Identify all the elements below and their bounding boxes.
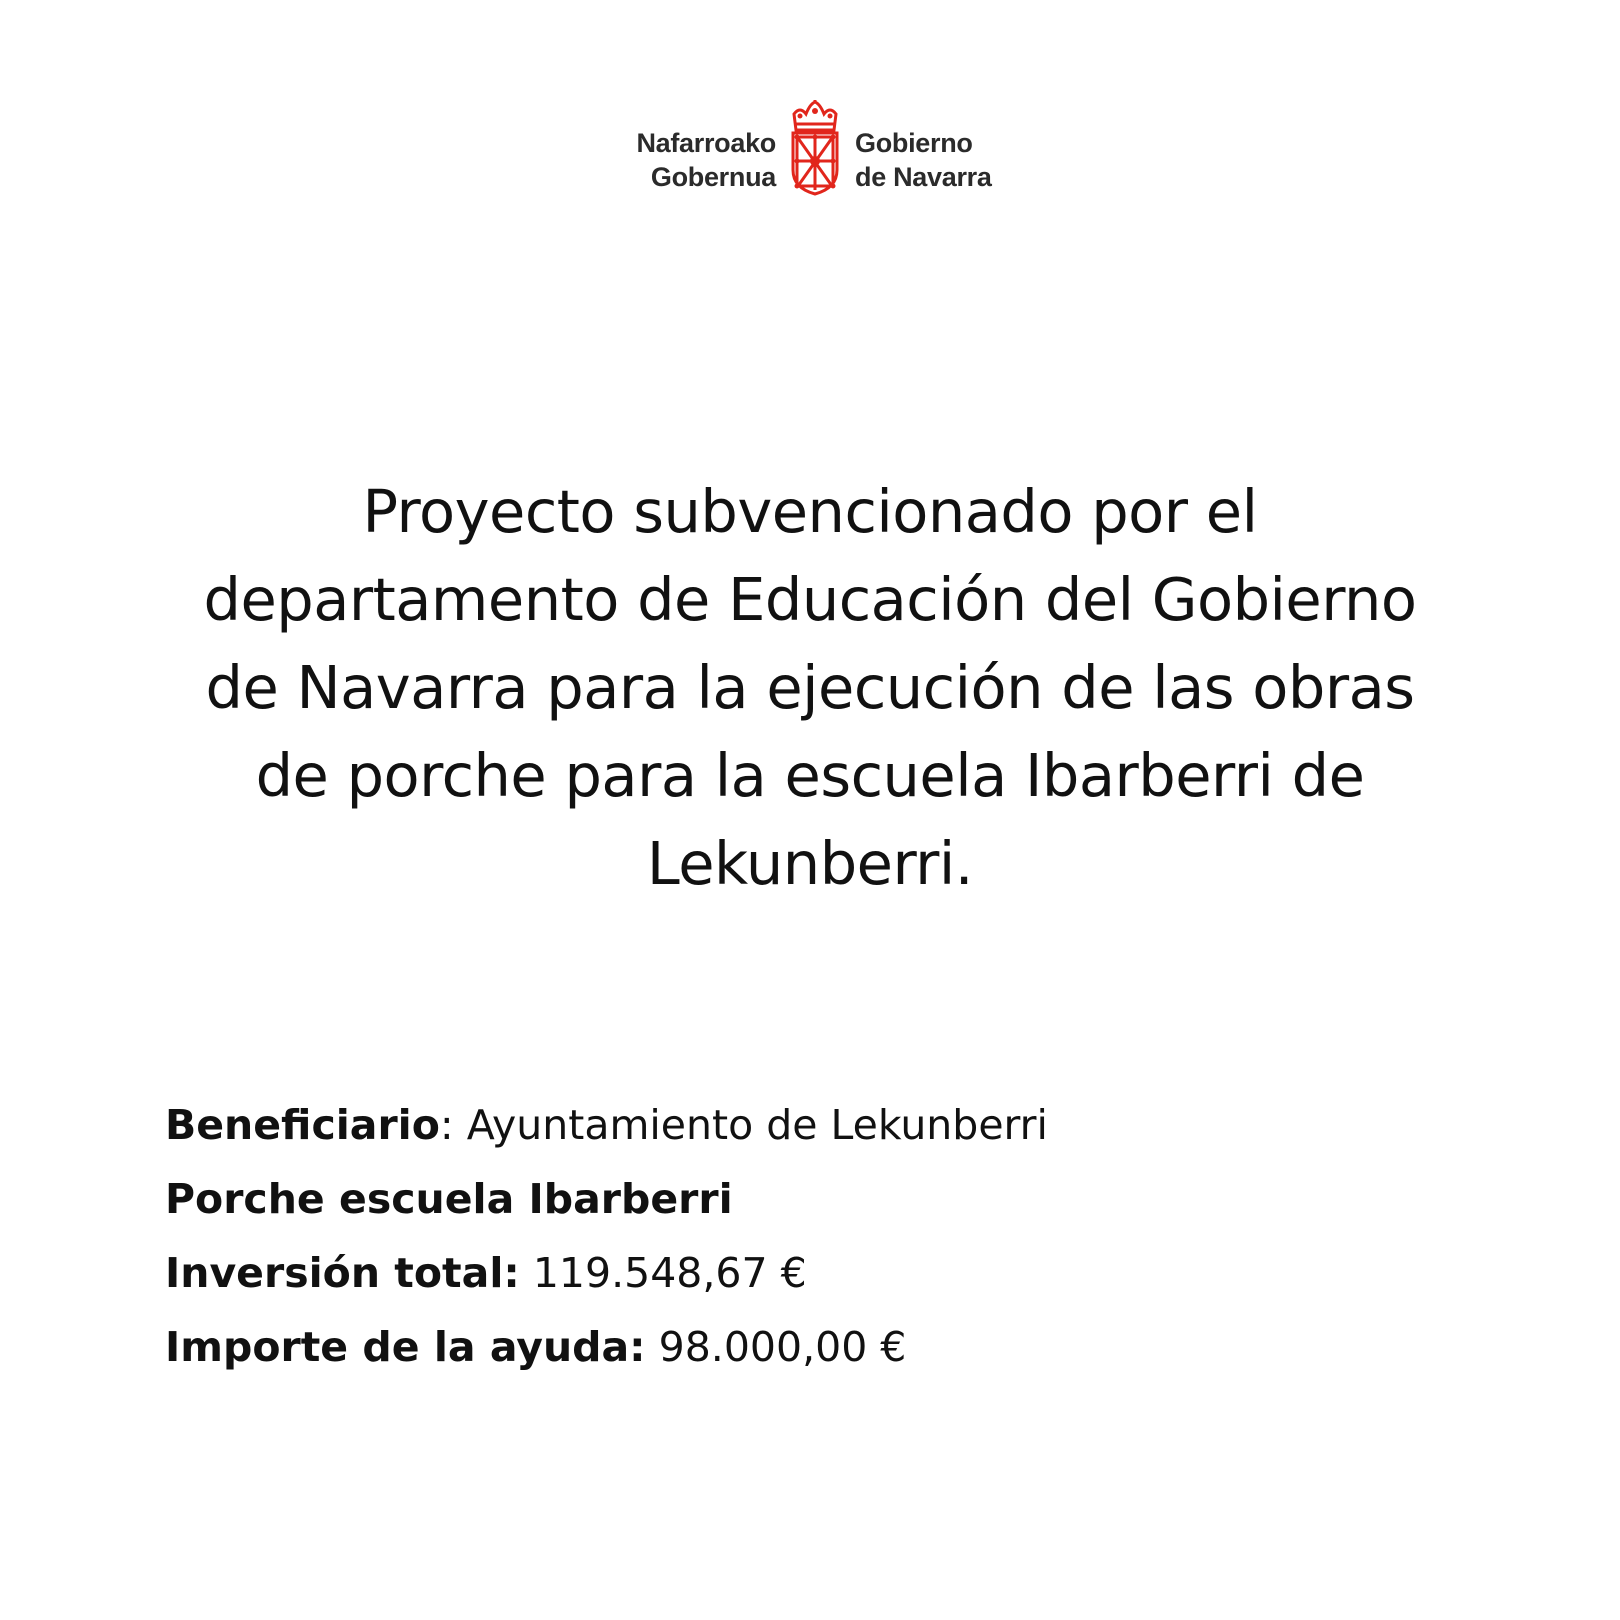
beneficiario-value: Ayuntamiento de Lekunberri [466, 1101, 1048, 1149]
logo-left-line2: Gobernua [650, 162, 776, 192]
project-name-row [165, 1162, 1048, 1236]
inversion-value: 119.548,67 € [532, 1249, 807, 1297]
project-headline [130, 468, 1490, 908]
logo-left-line1: Nafarroako [636, 128, 776, 158]
importe-value: 98.000,00 € [658, 1323, 907, 1371]
beneficiario-row [165, 1088, 1048, 1162]
headline-line-3: de Navarra para la ejecución de las obras [205, 653, 1415, 722]
logo-right-line1: Gobierno [855, 128, 973, 158]
importe-row [165, 1310, 1048, 1384]
headline-line-1: Proyecto subvencionado por el [362, 477, 1258, 546]
navarra-coat-of-arms-icon [786, 100, 844, 196]
headline-line-2: departamento de Educación del Gobierno [203, 565, 1417, 634]
headline-line-5: Lekunberri. [646, 829, 974, 898]
project-name: Porche escuela Ibarberri [165, 1175, 733, 1223]
beneficiario-separator: : [439, 1101, 467, 1149]
headline-line-4: de porche para la escuela Ibarberri de [255, 741, 1365, 810]
project-details [165, 1088, 1048, 1384]
logo-text-spanish [855, 126, 992, 194]
logo-text-basque [636, 126, 776, 194]
inversion-row [165, 1236, 1048, 1310]
beneficiario-label: Beneficiario [165, 1101, 440, 1149]
government-logo [0, 100, 1620, 200]
logo-right-line2: de Navarra [855, 162, 992, 192]
importe-label: Importe de la ayuda: [165, 1323, 646, 1371]
inversion-label: Inversión total: [165, 1249, 520, 1297]
